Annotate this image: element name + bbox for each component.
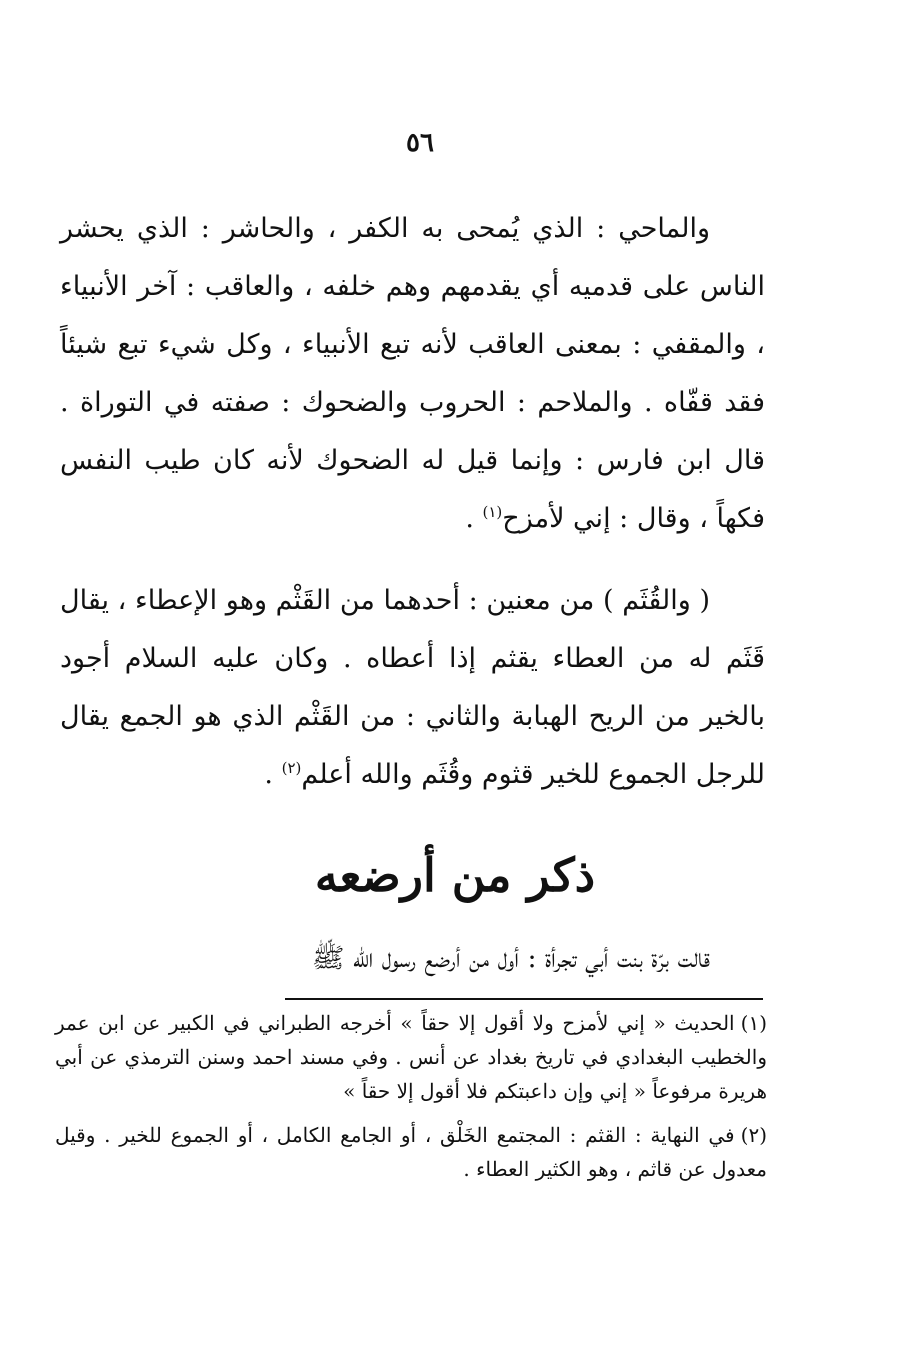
paragraph-names-explanation: [60, 200, 765, 548]
footnotes: [55, 1006, 767, 1196]
paragraph-end: .: [465, 503, 483, 534]
section-first-line: قالت برّة بنت أبي تجرأة : أول من أرضع رسول الله ﷺ: [311, 943, 710, 974]
footnote-number: (٢): [740, 1123, 767, 1147]
paragraph-text: ( والقُثَم ) من معنين : أحدهما من القَثْم وهو الإعطاء ، يقال قَثَم له من العطاء يقثم إذا أعطاه . وكان عليه السلام أجود بالخير من الريح الهبابة والثاني : من القَثْم الذي هو الجمع يقال للرجل الجموع للخير قثوم وقُثَم والله أعلم: [60, 585, 765, 790]
paragraph-qutham-explanation: [60, 572, 765, 804]
paragraph-text: والماحي : الذي يُمحى به الكفر ، والحاشر : الذي يحشر الناس على قدميه أي يقدمهم وهم خلفه ، والعاقب : آخر الأنبياء ، والمقفي : بمعنى العاقب لأنه تبع الأنبياء ، وكل شيء تبع شيئاً فقد قفّاه . والملاحم : الحروب والضحوك : صفته في التوراة . قال ابن فارس : وإنما قيل له الضحوك لأنه كان طيب النفس فكهاً ، وقال : إني لأمزح: [60, 213, 765, 534]
footnote-ref-1[interactable]: (١): [482, 503, 503, 521]
footnote-text: الحديث « إني لأمزح ولا أقول إلا حقاً » أخرجه الطبراني في الكبير عن ابن عمر والخطيب البغدادي في تاريخ بغداد عن أنس . وفي مسند احمد وسنن الترمذي عن أبي هريرة مرفوعاً « إني وإن داعبتكم فلا أقول إلا حقاً »: [55, 1011, 767, 1103]
footnote-divider: [285, 998, 763, 1000]
footnote-text: في النهاية : القثم : المجتمع الخَلْق ، أو الجامع الكامل ، أو الجموع للخير . وقيل معدول عن قاثم ، وهو الكثير العطاء .: [55, 1123, 767, 1181]
page-number: ٥٦: [406, 128, 434, 158]
section-heading: ذكر من أرضعه: [314, 848, 596, 902]
footnote-ref-2[interactable]: (٢): [281, 759, 302, 777]
footnote-2: [55, 1118, 767, 1186]
main-text-body: [60, 200, 765, 804]
footnote-number: (١): [740, 1011, 767, 1035]
footnote-1: [55, 1006, 767, 1108]
paragraph-end: .: [264, 759, 282, 790]
